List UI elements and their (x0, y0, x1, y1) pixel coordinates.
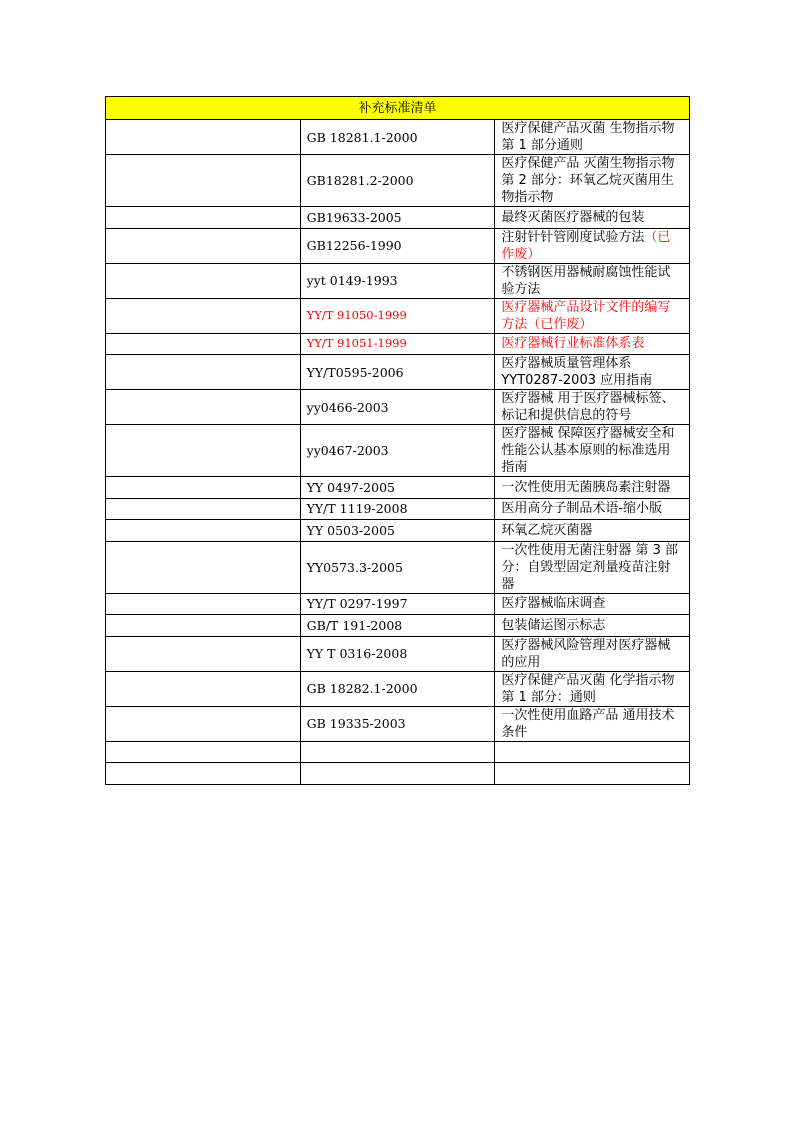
table-row (106, 263, 690, 298)
row-index-cell (106, 615, 301, 637)
row-index-cell (106, 155, 301, 207)
standard-code-cell: YY T 0316-2008 (300, 636, 495, 671)
standard-name-cell (495, 228, 690, 263)
standard-name-cell (495, 498, 690, 520)
row-index-cell (106, 541, 301, 593)
standard-name-text: 注射针针管刚度试验方法 (501, 229, 645, 245)
standard-code-cell: YY/T 0297-1997 (300, 593, 495, 615)
standard-name-cell (495, 155, 690, 207)
standard-name-text: 医疗器械 保障医疗器械安全和性能公认基本原则的标准选用指南 (501, 426, 675, 475)
table-row (106, 333, 690, 355)
standards-table (105, 96, 690, 785)
table-row (106, 425, 690, 477)
table-row (106, 355, 690, 390)
row-index-cell (106, 763, 301, 785)
standard-name-text: 一次性使用无菌胰岛素注射器 (501, 479, 671, 495)
standard-name-cell (495, 741, 690, 763)
standard-name-text: 环氧乙烷灭菌器 (501, 522, 593, 538)
obsolete-note: （已作废） (501, 229, 671, 262)
standard-code-cell: GB 18282.1-2000 (300, 671, 495, 706)
row-index-cell (106, 263, 301, 298)
table-row (106, 298, 690, 333)
standard-code-cell: YY 0497-2005 (300, 477, 495, 499)
table-row (106, 498, 690, 520)
table-title-row (106, 97, 690, 120)
standard-name-cell (495, 390, 690, 425)
standard-code-cell (300, 741, 495, 763)
row-index-cell (106, 333, 301, 355)
standard-code-cell: GB/T 191-2008 (300, 615, 495, 637)
standard-name-cell (495, 425, 690, 477)
standard-name-cell (495, 355, 690, 390)
table-row (106, 615, 690, 637)
standard-name-cell (495, 207, 690, 229)
standard-name-cell (495, 636, 690, 671)
standard-code-cell: GB 19335-2003 (300, 706, 495, 741)
standard-code-cell: YY 0503-2005 (300, 520, 495, 542)
table-row (106, 155, 690, 207)
row-index-cell (106, 390, 301, 425)
row-index-cell (106, 498, 301, 520)
standard-code-cell: yy0467-2003 (300, 425, 495, 477)
table-row (106, 636, 690, 671)
standard-code-cell: YY/T0595-2006 (300, 355, 495, 390)
standard-name-cell (495, 263, 690, 298)
row-index-cell (106, 706, 301, 741)
standard-name-text: 包装储运图示标志 (501, 617, 606, 633)
standard-name-cell (495, 298, 690, 333)
standard-name-text: 医用高分子制品术语-缩小版 (501, 501, 663, 517)
standard-code-cell: YY/T 1119-2008 (300, 498, 495, 520)
standard-code-cell: GB18281.2-2000 (300, 155, 495, 207)
standard-name-text: 医疗器械临床调查 (501, 596, 606, 612)
standard-name-cell (495, 541, 690, 593)
standard-name-cell (495, 615, 690, 637)
table-row (106, 763, 690, 785)
row-index-cell (106, 298, 301, 333)
table-row (106, 390, 690, 425)
table-row (106, 593, 690, 615)
standard-code-cell: GB12256-1990 (300, 228, 495, 263)
standard-name-text: 医疗器械 用于医疗器械标签、标记和提供信息的符号 (501, 391, 675, 423)
table-row (106, 207, 690, 229)
row-index-cell (106, 228, 301, 263)
table-row (106, 671, 690, 706)
standard-name-text: 一次性使用无菌注射器 第 3 部分：自毁型固定剂量疫苗注射器 (501, 542, 678, 592)
row-index-cell (106, 636, 301, 671)
row-index-cell (106, 207, 301, 229)
standard-code-cell (300, 763, 495, 785)
table-row (106, 477, 690, 499)
row-index-cell (106, 593, 301, 615)
standard-name-text: 不锈钢医用器械耐腐蚀性能试验方法 (501, 264, 671, 297)
standard-name-text: 医疗保健产品 灭菌生物指示物 第 2 部分：环氧乙烷灭菌用生物指示物 (501, 156, 675, 205)
standard-code-cell: GB 18281.1-2000 (300, 120, 495, 155)
row-index-cell (106, 120, 301, 155)
table-row (106, 228, 690, 263)
standard-code-cell: YY0573.3-2005 (300, 541, 495, 593)
standard-name-text: 医疗器械产品设计文件的编写方法（已作废） (501, 299, 671, 332)
row-index-cell (106, 355, 301, 390)
table-row (106, 706, 690, 741)
table-row (106, 520, 690, 542)
standard-name-cell (495, 477, 690, 499)
standard-name-text: 一次性使用血路产品 通用技术条件 (501, 707, 675, 740)
standard-name-cell (495, 520, 690, 542)
standard-name-text: 医疗器械质量管理体系 YYT0287-2003 应用指南 (501, 356, 653, 388)
standard-code-cell: YY/T 91050-1999 (300, 298, 495, 333)
standard-code-cell: YY/T 91051-1999 (300, 333, 495, 355)
standard-name-cell (495, 593, 690, 615)
standard-code-cell: yy0466-2003 (300, 390, 495, 425)
row-index-cell (106, 671, 301, 706)
standard-name-cell (495, 763, 690, 785)
standard-name-cell (495, 333, 690, 355)
row-index-cell (106, 425, 301, 477)
table-row (106, 541, 690, 593)
standard-name-cell (495, 706, 690, 741)
standard-name-text: 医疗器械风险管理对医疗器械的应用 (501, 637, 671, 670)
standard-name-cell (495, 671, 690, 706)
standard-code-cell: GB19633-2005 (300, 207, 495, 229)
row-index-cell (106, 520, 301, 542)
table-title: 补充标准清单 (106, 97, 690, 120)
row-index-cell (106, 741, 301, 763)
table-row (106, 741, 690, 763)
standard-name-text: 医疗保健产品灭菌 生物指示物 第 1 部分通则 (501, 121, 675, 153)
standard-name-text: 医疗器械行业标准体系表 (501, 336, 645, 352)
standard-code-cell: yyt 0149-1993 (300, 263, 495, 298)
table-row (106, 120, 690, 155)
standard-name-text: 最终灭菌医疗器械的包装 (501, 209, 645, 225)
standard-name-text: 医疗保健产品灭菌 化学指示物 第 1 部分：通则 (501, 672, 675, 705)
row-index-cell (106, 477, 301, 499)
standard-name-cell (495, 120, 690, 155)
